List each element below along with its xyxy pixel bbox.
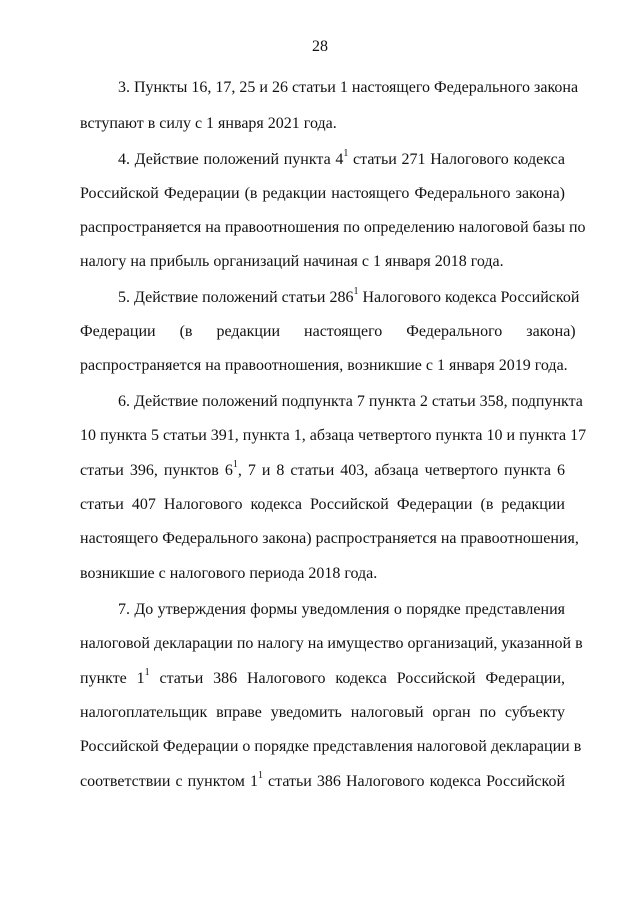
text-span: 5. Действие положений статьи 286	[118, 289, 354, 306]
paragraph-6-line-2: 10 пункта 5 статьи 391, пункта 1, абзаца четвертого пункта 10 и пункта 17	[80, 427, 587, 444]
text-span: пункте 1	[80, 670, 145, 687]
paragraph-6-line-1: 6. Действие положений подпункта 7 пункта 2 статьи 358, подпункта	[118, 393, 583, 410]
text-span: , 7 и 8 статьи 403, абзаца четвертого пункта 6	[237, 462, 565, 479]
text-span: статьи 386 Налогового кодекса Российской Федерации,	[149, 670, 565, 687]
paragraph-7-line-6	[80, 769, 566, 792]
paragraph-7-line-4: налогоплательщик вправе уведомить налоговый орган по субъекту	[80, 704, 565, 721]
paragraph-7-line-2: налоговой декларации по налогу на имущество организаций, указанной в	[80, 635, 583, 652]
paragraph-5-line-3: распространяется на правоотношения, возникшие с 1 января 2019 года.	[80, 357, 568, 374]
text-span: статьи 386 Налогового кодекса Российской	[262, 773, 566, 790]
paragraph-6-line-6: возникшие с налогового периода 2018 года.	[80, 565, 378, 582]
superscript: 1	[343, 147, 349, 159]
superscript: 1	[257, 769, 263, 781]
paragraph-6-line-5: настоящего Федерального закона) распространяется на правоотношения,	[80, 530, 579, 547]
paragraph-3-line-1: 3. Пункты 16, 17, 25 и 26 статьи 1 настоящего Федерального закона	[118, 79, 579, 96]
superscript: 1	[353, 285, 359, 297]
superscript: 1	[232, 458, 238, 470]
paragraph-5-line-2: Федерации (в редакции настоящего Федерального закона)	[80, 323, 576, 340]
paragraph-6-line-4: статьи 407 Налогового кодекса Российской Федерации (в редакции	[80, 496, 565, 513]
text-span: статьи 271 Налогового кодекса	[348, 151, 565, 168]
text-span: статьи 396, пунктов 6	[80, 462, 233, 479]
paragraph-7-line-1: 7. До утверждения формы уведомления о порядке представления	[118, 601, 565, 618]
paragraph-3-line-2: вступают в силу с 1 января 2021 года.	[80, 115, 337, 132]
paragraph-6-line-3	[80, 458, 565, 481]
superscript: 1	[144, 666, 150, 678]
paragraph-4-line-1	[118, 147, 565, 170]
page-number: 28	[312, 38, 328, 55]
paragraph-4-line-4: налогу на прибыль организаций начиная с 1 января 2018 года.	[80, 253, 504, 270]
paragraph-7-line-3	[80, 666, 565, 689]
paragraph-4-line-2: Российской Федерации (в редакции настоящего Федерального закона)	[80, 185, 565, 202]
paragraph-5-line-1	[118, 285, 580, 308]
text-span: 4. Действие положений пункта 4	[118, 151, 344, 168]
paragraph-4-line-3: распространяется на правоотношения по определению налоговой базы по	[80, 219, 586, 236]
text-span: соответствии с пунктом 1	[80, 773, 258, 790]
paragraph-7-line-5: Российской Федерации о порядке представления налоговой декларации в	[80, 738, 582, 755]
text-span: Налогового кодекса Российской	[358, 289, 580, 306]
